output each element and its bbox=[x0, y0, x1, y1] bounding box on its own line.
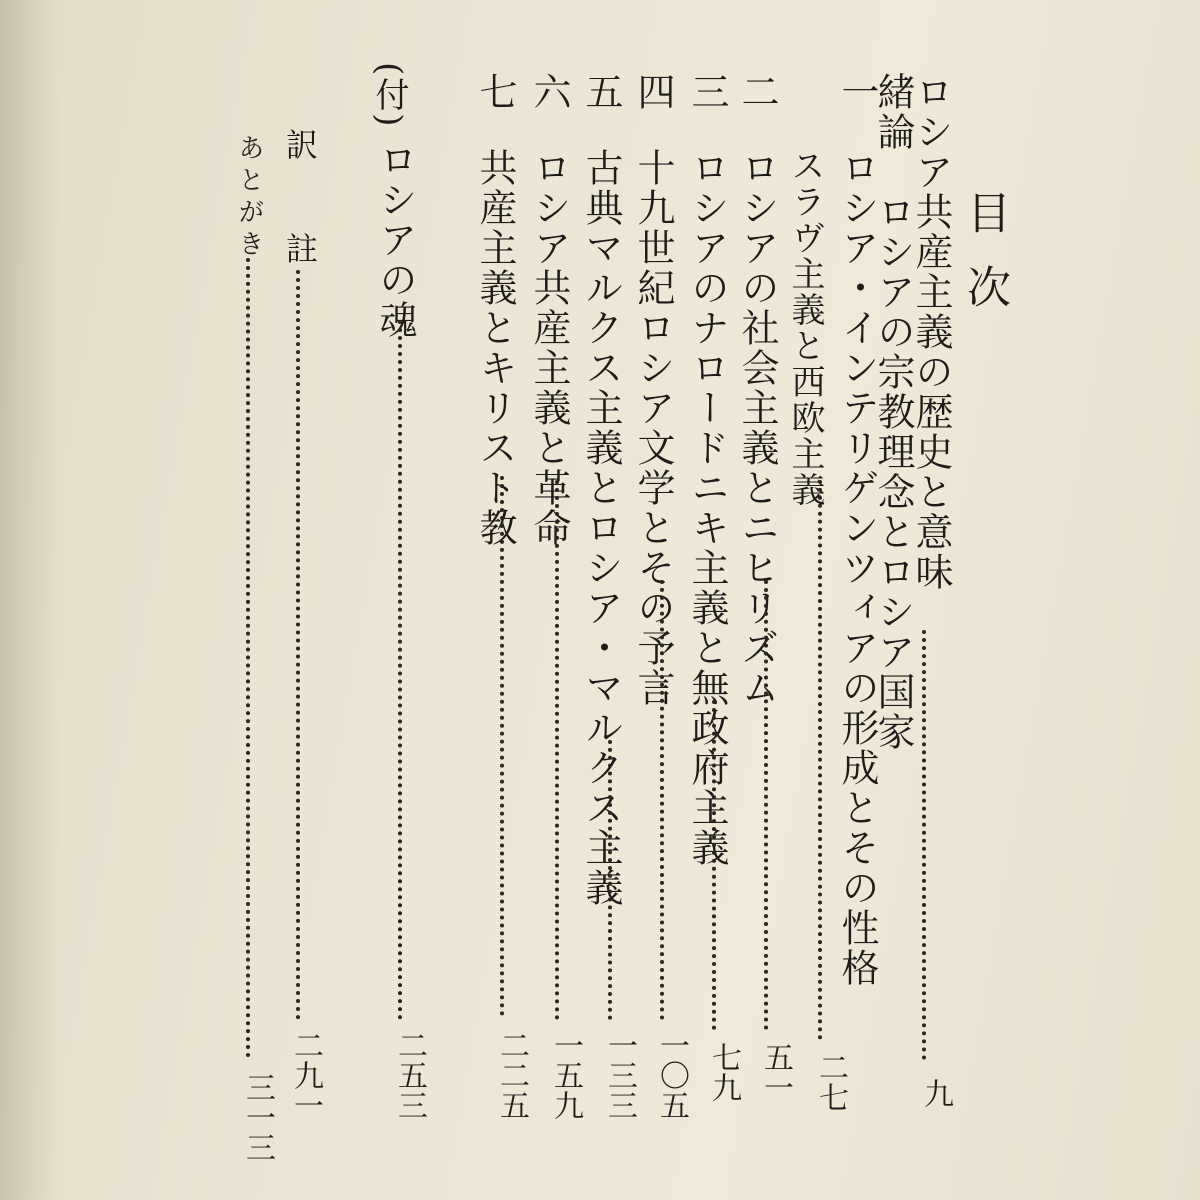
leader-dots bbox=[922, 630, 926, 1060]
page-title: 目次 bbox=[959, 190, 1010, 338]
leader-dots bbox=[712, 700, 716, 1030]
leader-dots bbox=[818, 480, 822, 1040]
toc-entry-ch3: ロシアのナロードニキ主義と無政府主義 bbox=[685, 148, 729, 868]
page-number: 一〇五 bbox=[654, 1030, 689, 1120]
chapter-number: 三 bbox=[685, 72, 729, 112]
page-shadow bbox=[0, 0, 60, 1200]
toc-entry-ch4: 十九世紀ロシア文学とその予言 bbox=[631, 148, 675, 708]
toc-entry-ch1: ロシア・インテリゲンツィアの形成とその性格 bbox=[835, 148, 879, 988]
chapter-number: 二 bbox=[735, 72, 779, 112]
page-number: 二五三 bbox=[392, 1030, 427, 1120]
leader-dots bbox=[555, 480, 559, 1020]
page-number: 二九一 bbox=[288, 1030, 323, 1120]
toc-entry-ch7: 共産主義とキリスト教 bbox=[473, 148, 517, 548]
page-number: 一三三 bbox=[602, 1030, 637, 1120]
leader-dots bbox=[246, 258, 250, 1058]
toc-entry-appendix: ロシアの魂 bbox=[373, 140, 417, 340]
page-number: 九 bbox=[918, 1078, 953, 1108]
page-number: 二二五 bbox=[494, 1030, 529, 1120]
toc-entry-ch6: ロシア共産主義と革命 bbox=[527, 148, 571, 548]
page-number: 五一 bbox=[758, 1042, 793, 1102]
chapter-number: 四 bbox=[631, 72, 675, 112]
leader-dots bbox=[660, 580, 664, 1020]
page-number: 七九 bbox=[706, 1042, 741, 1102]
part-title: ロシア共産主義の歴史と意味 bbox=[909, 72, 953, 592]
toc-entry-ch2: ロシアの社会主義とニヒリズム bbox=[735, 148, 779, 708]
page-number: 一五九 bbox=[548, 1030, 583, 1120]
toc-entry-afterword: あとがき bbox=[234, 134, 264, 262]
appendix-mark: (付) bbox=[369, 62, 409, 129]
leader-dots bbox=[764, 580, 768, 1030]
leader-dots bbox=[608, 740, 612, 1020]
chapter-number: 五 bbox=[579, 72, 623, 112]
leader-dots bbox=[296, 270, 300, 1020]
leader-dots bbox=[398, 320, 402, 1020]
leader-dots bbox=[500, 476, 504, 1016]
toc-entry-ch1-sub: スラヴ主義と西欧主義 bbox=[785, 148, 825, 508]
page-number: 三一三 bbox=[240, 1072, 275, 1162]
chapter-number: 七 bbox=[473, 72, 517, 112]
page-number: 二七 bbox=[813, 1052, 848, 1112]
chapter-number: 一 bbox=[835, 72, 879, 112]
toc-entry-intro: 緒論 ロシアの宗教理念とロシア国家 bbox=[871, 72, 915, 752]
chapter-number: 六 bbox=[527, 72, 571, 112]
toc-entry-ch5: 古典マルクス主義とロシア・マルクス主義 bbox=[579, 148, 623, 908]
toc-entry-notes: 訳 註 bbox=[281, 128, 319, 284]
